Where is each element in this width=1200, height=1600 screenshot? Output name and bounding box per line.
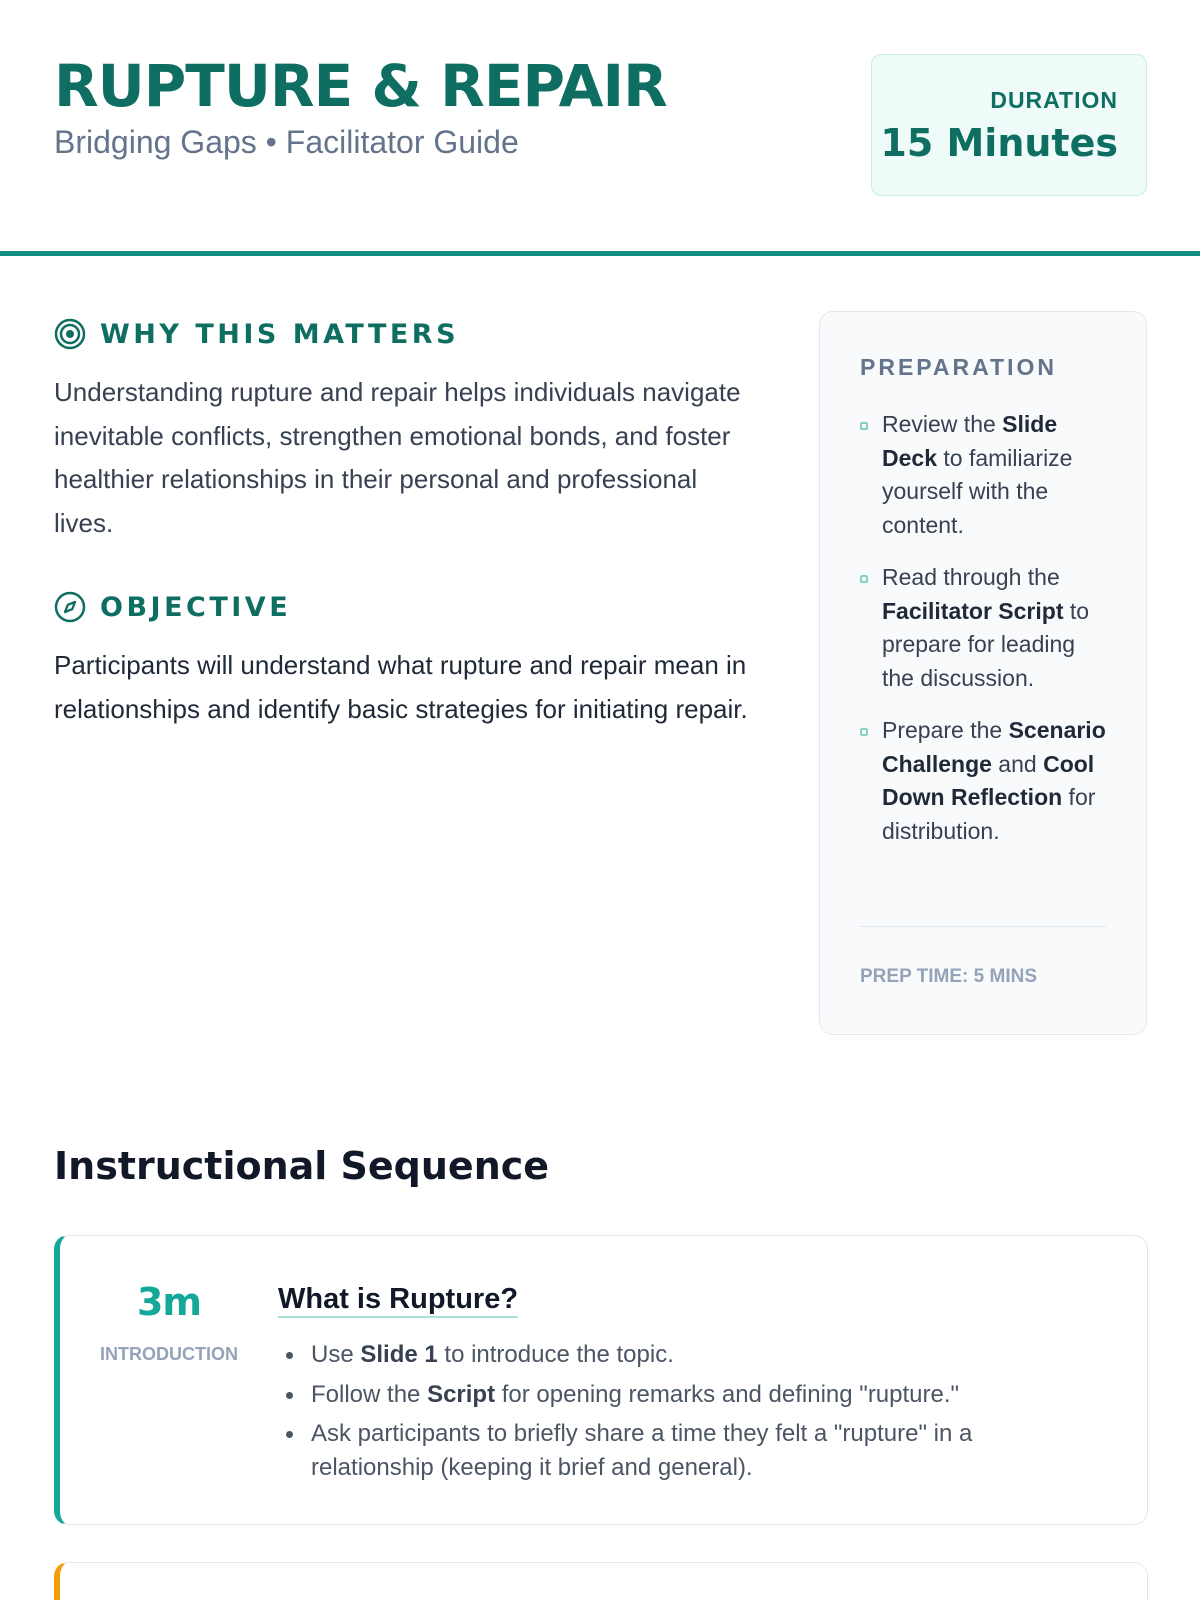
step-bullet xyxy=(278,1417,1038,1484)
prep-time: PREP TIME: 5 MINS xyxy=(860,966,1038,987)
step-phase: INTRODUCTION xyxy=(100,1344,238,1364)
duration-value: 15 Minutes xyxy=(880,121,1118,165)
preparation-list xyxy=(860,408,1112,867)
square-bullet-icon xyxy=(860,728,868,736)
objective-body-text: Participants will understand what rupture and repair mean in relationships and identify basic strategies for initiating repair. xyxy=(54,650,748,724)
square-bullet-icon xyxy=(860,422,868,430)
text-segment: for distribution. xyxy=(882,784,1096,844)
objective-section-heading xyxy=(54,591,291,623)
why-section-title: WHY THIS MATTERS xyxy=(100,318,460,350)
text-segment: Follow the xyxy=(311,1380,428,1408)
objective-section-title: OBJECTIVE xyxy=(100,591,292,623)
target-icon xyxy=(54,318,86,350)
step-duration: 3m xyxy=(136,1280,202,1324)
why-body-text: Understanding rupture and repair helps individuals navigate inevitable conflicts, strengthen emotional bonds, and foster healthier relationships in their personal and professional lives. xyxy=(54,377,741,538)
text-segment: Read through the xyxy=(882,564,1060,590)
emphasized-text: Slide 1 xyxy=(360,1341,438,1368)
step-bullet-list xyxy=(278,1338,1038,1490)
step-title: What is Rupture? xyxy=(278,1282,518,1318)
emphasized-text: Facilitator Script xyxy=(882,597,1064,624)
text-segment: Ask participants to briefly share a time they felt a "rupture" in a relationship (keeping it brief and general). xyxy=(311,1420,973,1481)
preparation-title: PREPARATION xyxy=(860,354,1057,380)
step-bullet xyxy=(278,1338,1038,1372)
text-segment: to prepare for leading the discussion. xyxy=(882,597,1090,691)
text-segment: for opening remarks and defining "rupture." xyxy=(495,1380,960,1408)
compass-icon xyxy=(54,591,86,623)
emphasized-text: Script xyxy=(427,1380,496,1408)
sequence-title: Instructional Sequence xyxy=(54,1144,550,1188)
sequence-step-card-2 xyxy=(54,1562,1148,1600)
preparation-item xyxy=(860,561,1112,695)
page-subtitle: Bridging Gaps • Facilitator Guide xyxy=(54,124,519,160)
page-title: RUPTURE & REPAIR xyxy=(54,52,667,120)
page-header xyxy=(0,0,1200,256)
step-bullet xyxy=(278,1378,1038,1412)
preparation-divider xyxy=(860,926,1106,927)
text-segment: to familiarize yourself with the content. xyxy=(882,444,1073,538)
emphasized-text: Cool Down Reflection xyxy=(882,750,1095,810)
emphasized-text: Scenario Challenge xyxy=(882,717,1106,777)
text-segment: and xyxy=(991,750,1044,777)
text-segment: Review the xyxy=(882,411,1003,437)
preparation-item xyxy=(860,714,1112,848)
duration-label: DURATION xyxy=(990,87,1118,113)
duration-badge xyxy=(871,54,1147,196)
emphasized-text: Slide Deck xyxy=(882,411,1058,471)
text-segment: to introduce the topic. xyxy=(437,1341,674,1368)
sequence-step-card xyxy=(54,1235,1148,1525)
text-segment: Prepare the xyxy=(882,717,1009,743)
text-segment: Use xyxy=(311,1341,361,1368)
square-bullet-icon xyxy=(860,575,868,583)
preparation-card xyxy=(819,311,1147,1035)
why-section-heading xyxy=(54,318,459,350)
preparation-item xyxy=(860,408,1112,542)
